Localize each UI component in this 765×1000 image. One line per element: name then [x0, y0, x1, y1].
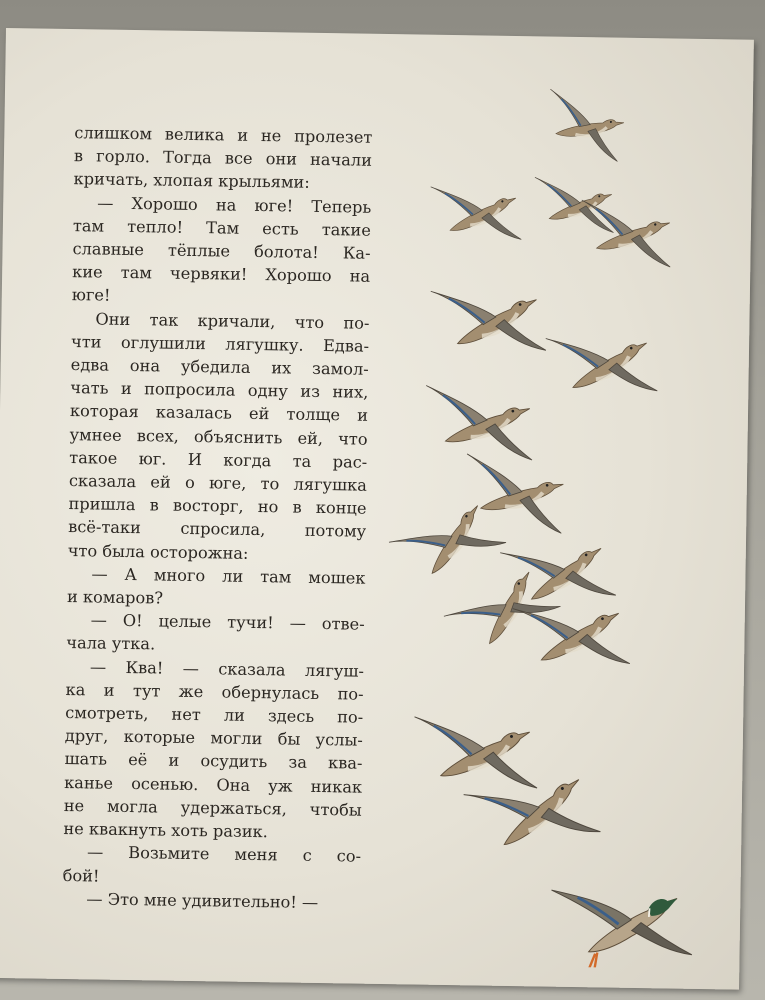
text-line: — Это мне удивительно! — [86, 889, 319, 912]
text-line: слишком велика и не пролезет [74, 123, 373, 147]
text-line: друг, которые могли бы услы- [64, 726, 364, 750]
text-line: сказала ей о юге, то лягушка [68, 471, 368, 495]
text-line: Они так кричали, что по- [95, 309, 370, 333]
text-line: ка и тут же обернулась по- [65, 679, 364, 704]
text-line: чать и попросила одну из них, [70, 378, 369, 402]
text-line: — Возьмите меня с со- [86, 842, 362, 866]
text-line: юге! [71, 285, 111, 306]
book-page [0, 28, 754, 990]
text-line: чти оглушили лягушку. Едва- [70, 331, 370, 356]
text-line: — Хорошо на юге! Теперь [97, 193, 372, 217]
text-line: умнее всех, объяснить ей, что [69, 424, 368, 449]
text-line: смотреть, нет ли здесь по- [65, 703, 364, 727]
text-line: всё-таки спросила, потому [68, 517, 367, 542]
text-line: там тепло! Там есть такие [72, 215, 372, 240]
text-line: кие там червяки! Хорошо на [72, 262, 371, 286]
text-line: славные тёплые болота! Ка- [72, 239, 371, 263]
text-line: канье осенью. Она уж никак [64, 772, 363, 797]
text-line: в горло. Тогда все они начали [73, 146, 373, 170]
story-text [62, 121, 372, 914]
text-line: — А много ли там мошек [91, 564, 366, 588]
text-line: что была осторожна: [67, 540, 249, 563]
text-line: едва она убедила их замол- [70, 355, 369, 379]
text-line: и комаров? [66, 587, 164, 608]
text-line: — Ква! — сказала лягуш- [89, 657, 365, 681]
text-line: не квакнуть хоть разик. [63, 819, 268, 842]
text-line: которая казалась ей толще и [69, 401, 369, 426]
text-line: — О! целые тучи! — отве- [90, 610, 365, 634]
text-line: такое юг. И когда та рас- [69, 447, 368, 472]
text-line: шать её и осудить за ква- [64, 749, 363, 774]
text-line: пришла в восторг, но в конце [68, 494, 367, 518]
ducks-illustration [381, 64, 715, 969]
text-line: чала утка. [66, 633, 156, 654]
text-line: бой! [62, 865, 100, 886]
text-line: кричать, хлопая крыльями: [73, 169, 310, 193]
text-line: не могла удержаться, чтобы [63, 795, 362, 820]
